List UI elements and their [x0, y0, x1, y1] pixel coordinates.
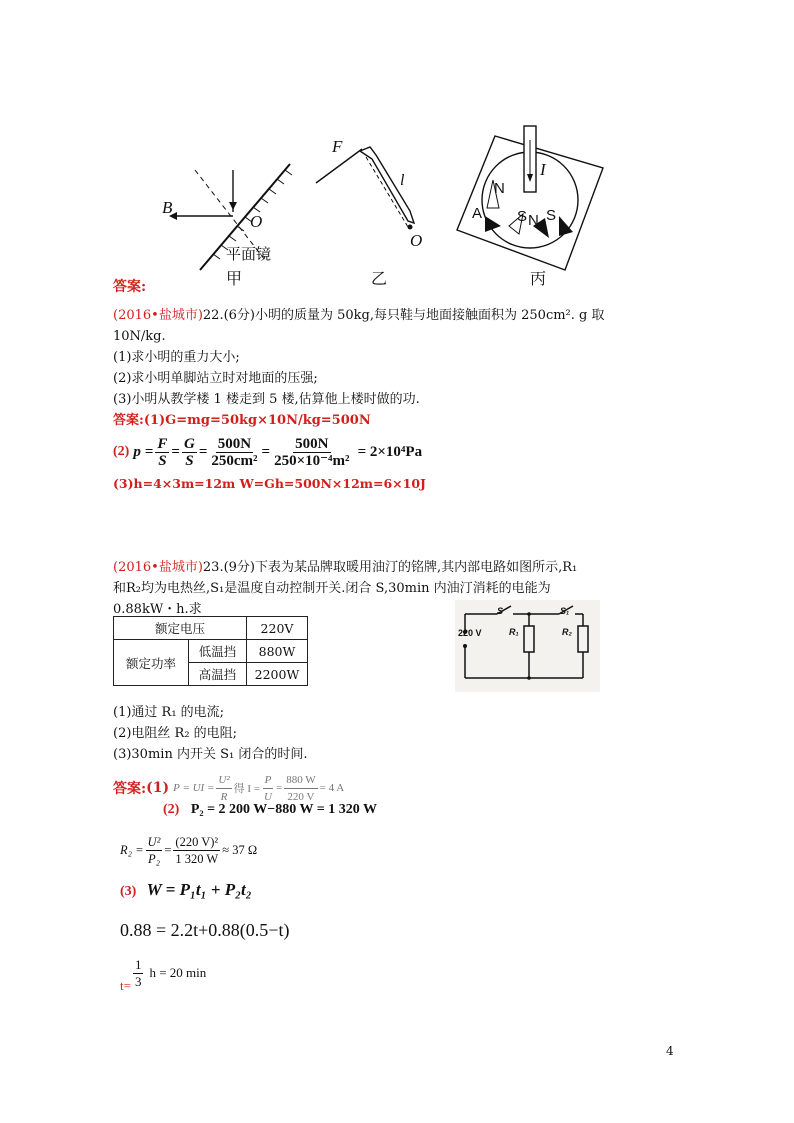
fig-bing-label-s1: S	[517, 208, 528, 225]
q22-stem-line1	[113, 306, 605, 326]
q22-ans2-result: = 2×10⁴Pa	[357, 443, 423, 460]
q23-sub1: (1)通过 R₁ 的电流;	[113, 705, 225, 720]
fig-bing-caption: 丙	[530, 269, 547, 288]
q22-answer-3: (3)h=4×3m=12m W=Gh=500N×12m=6×10J	[113, 476, 426, 491]
fig-yi-label-l: l	[400, 172, 405, 189]
q23-ans2-label: (2)	[163, 802, 180, 817]
q22-ans2-frac2: $\frac{G}{S}$	[183, 435, 195, 469]
q22-sub3: (3)小明从教学楼 1 楼走到 5 楼,估算他上楼时做的功.	[113, 392, 420, 407]
fig-bing-label-n1: N	[494, 180, 505, 197]
q23-spec-table	[113, 616, 308, 686]
fig-bing-label-s2: S	[546, 207, 557, 224]
table-cell: 额定电压	[114, 617, 247, 640]
fig-jia-caption: 甲	[226, 269, 243, 288]
q23-ans-label: 答案:	[113, 781, 147, 797]
q22-sub1: (1)求小明的重力大小;	[113, 350, 240, 365]
figure-yi	[310, 135, 430, 245]
fig-jia-mirror-label: 平面镜	[226, 245, 272, 263]
fig-bing-label-n2: N	[528, 212, 539, 229]
q23-circuit-r1: R₁	[509, 627, 519, 637]
q23-ans3-line1: W = P₁t₁ + P₂t₂	[146, 880, 252, 899]
q23-stem-line2: 和R₂均为电热丝,S₁是温度自动控制开关.闭合 S,30min 内油汀消耗的电能为	[113, 581, 551, 596]
q23-ans1-label: (1)	[146, 780, 170, 796]
fig-jia-label-b: B	[162, 198, 173, 217]
figure-jia	[155, 150, 295, 290]
q22-ans2-frac4: $\frac{500N}{\text{250×10⁻⁴m²}}$	[274, 435, 350, 469]
table-cell: 额定功率	[114, 640, 189, 686]
q23-ans3-label: (3)	[120, 884, 137, 899]
q22-stem-1: 22.(6分)小明的质量为 50kg,每只鞋与地面接触面积为 250cm². g 取	[202, 308, 605, 323]
q23-answer-3-line1	[120, 880, 252, 900]
table-cell: 880W	[247, 640, 308, 663]
table-cell: 低温挡	[189, 640, 247, 663]
q22-answer-1	[113, 411, 371, 431]
q23-sub2: (2)电阻丝 R₂ 的电阻;	[113, 726, 238, 741]
table-cell: 2200W	[247, 663, 308, 686]
q22-sub2: (2)求小明单脚站立时对地面的压强;	[113, 371, 318, 386]
q23-stem-line1	[113, 558, 577, 578]
q23-answer-2-line1	[163, 802, 377, 818]
q23-circuit-voltage: 220 V	[458, 628, 482, 638]
q23-sub3: (3)30min 内开关 S₁ 闭合的时间.	[113, 747, 308, 762]
q23-circuit-s1: S₁	[560, 606, 570, 616]
q23-stem-1: 23.(9分)下表为某品牌取暖用油汀的铭牌,其内部电路如图所示,R₁	[202, 560, 578, 575]
q23-stem-line3: 0.88kW・h.求	[113, 602, 202, 617]
table-cell: 220V	[247, 617, 308, 640]
q22-ans2-label: (2)	[113, 444, 130, 459]
q22-ans2-frac1: $\frac{F}{S}$	[157, 435, 168, 469]
table-row	[114, 640, 308, 663]
fig-jia-label-o: O	[250, 212, 263, 231]
fig-bing-label-a: A	[472, 205, 483, 222]
q23-circuit-s: S	[497, 606, 504, 616]
q23-source: (2016•盐城市)	[113, 560, 203, 575]
page-number: 4	[666, 1044, 674, 1058]
q23-answer-3-line3: t= $\frac{1}{3}$ h = 20 min	[120, 956, 207, 993]
fig-yi-label-f: F	[332, 137, 343, 156]
q23-circuit	[455, 600, 600, 692]
q23-ans2-line1: P₂ = 2 200 W−880 W = 1 320 W	[190, 802, 377, 817]
table-cell: 高温挡	[189, 663, 247, 686]
fig-bing-label-i: I	[540, 160, 546, 179]
q22-answer-2: (2) p = $\frac{F}{S}$ = $\frac{G}{S}$ = $\frac{500N}{\text{250cm²}}$ = $\frac{500N}{\text{250×10⁻⁴m²}}$ = 2×10⁴Pa	[113, 435, 423, 469]
q23-circuit-r2: R₂	[562, 627, 572, 637]
fig-yi-label-o: O	[410, 231, 423, 250]
q22-ans-label: 答案:	[113, 413, 144, 428]
q22-source: (2016•盐城市)	[113, 308, 203, 323]
q23-ans1-formula: P = UI = $\frac{\text{U²}}{R}$ 得 I = $\frac{P}{U}$ = $\frac{880 W}{220 V}$ = 4 A	[173, 773, 345, 803]
q23-answer-3-line2: 0.88 = 2.2t+0.88(0.5−t)	[120, 920, 290, 940]
fig-yi-caption: 乙	[371, 269, 388, 288]
q22-ans1: (1)G=mg=50kg×10N/kg=500N	[143, 413, 371, 428]
q22-ans2-frac3: $\frac{500N}{\text{250cm²}}$	[211, 435, 258, 469]
q22-ans2-p: p	[133, 443, 141, 460]
figure-bing	[455, 122, 605, 272]
answer-label-figures: 答案:	[113, 279, 147, 295]
q22-stem-line2: 10N/kg.	[113, 329, 166, 344]
table-row	[114, 617, 308, 640]
q23-answer-2-line2: R₂ = $\frac{\text{U²}}{\text{P₂}}$ = $\frac{\text{(220 V)²}}{1 320 W}$ ≈ 37 Ω	[120, 834, 258, 866]
